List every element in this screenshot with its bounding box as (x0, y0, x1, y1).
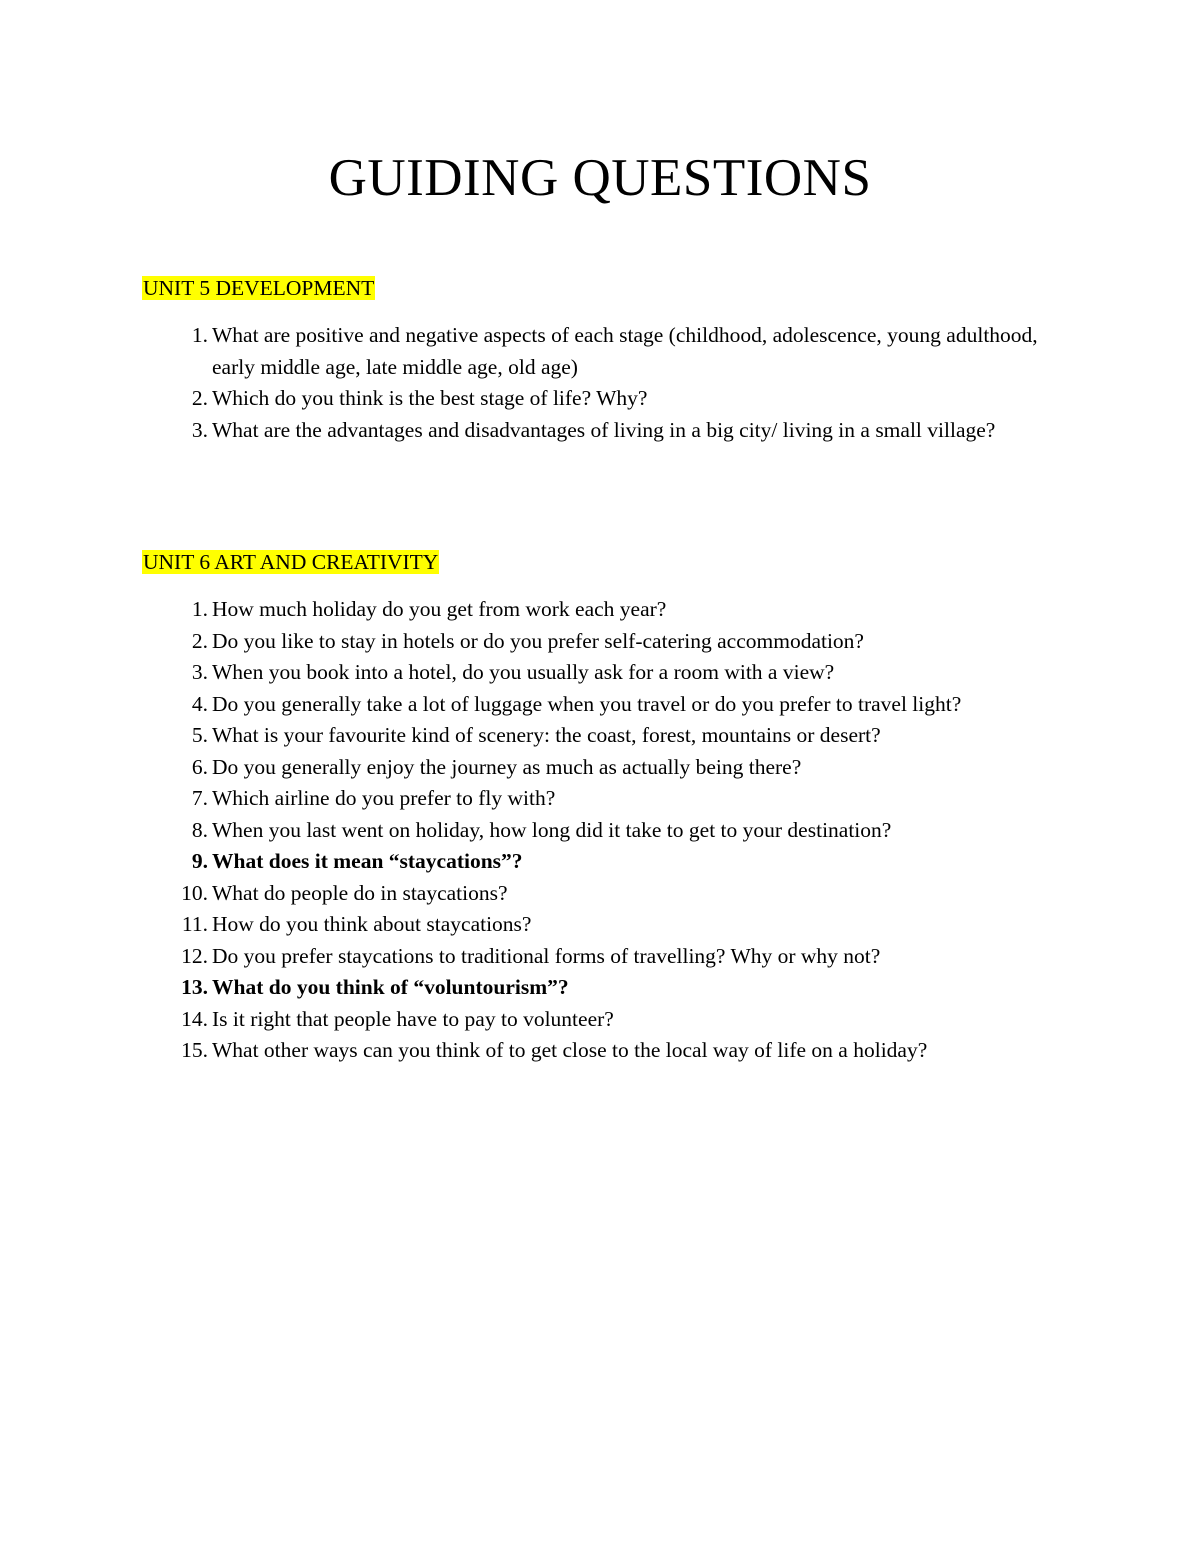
list-item-number: 2. (191, 628, 208, 653)
list-item-number: 13. (181, 975, 208, 999)
list-item-number: 14. (181, 1006, 208, 1031)
list-item-text: Do you like to stay in hotels or do you prefer self-catering accommodation? (212, 628, 864, 653)
list-item-number: 11. (181, 912, 208, 936)
list-item-number: 10. (181, 880, 208, 905)
list-item-number: 12. (181, 943, 208, 968)
list-item (142, 972, 1082, 1004)
list-item (142, 1035, 1082, 1067)
section-heading-text: UNIT 6 ART AND CREATIVITY (143, 550, 439, 574)
list-item (142, 1004, 1082, 1036)
list-item-text: What are the advantages and disadvantages of living in a big city/ living in a small village? (212, 417, 996, 442)
list-item-text: Which airline do you prefer to fly with? (212, 786, 556, 810)
list-item (142, 415, 1082, 447)
list-item-text: What other ways can you think of to get close to the local way of life on a holiday? (212, 1038, 928, 1062)
list-item-text: How do you think about staycations? (212, 912, 532, 936)
list-item-text: What does it mean “staycations”? (212, 849, 523, 873)
list-item-text: Do you prefer staycations to traditional forms of travelling? Why or why not? (212, 943, 881, 968)
list-item (142, 383, 1082, 415)
list-item (142, 878, 1082, 910)
list-item (142, 720, 1082, 752)
question-list-unit-5 (142, 320, 1082, 446)
list-item (142, 657, 1082, 689)
list-item-number: 7. (191, 786, 208, 810)
list-item (142, 320, 1082, 383)
list-item-text: Which do you think is the best stage of life? Why? (212, 386, 648, 410)
list-item (142, 941, 1082, 973)
list-item-text: Is it right that people have to pay to volunteer? (212, 1006, 614, 1031)
list-item (142, 626, 1082, 658)
list-item-number: 9. (191, 849, 208, 873)
question-list-unit-6 (142, 594, 1082, 1067)
list-item-text: When you book into a hotel, do you usually ask for a room with a view? (212, 660, 835, 684)
list-item-number: 8. (191, 817, 208, 842)
list-item-number: 1. (191, 597, 208, 621)
list-item-number: 4. (191, 691, 208, 716)
list-item-number: 6. (191, 754, 208, 779)
list-item-text: What do you think of “voluntourism”? (212, 975, 569, 999)
list-item-text: Do you generally take a lot of luggage when you travel or do you prefer to travel light? (212, 691, 962, 716)
section-heading-text: UNIT 5 DEVELOPMENT (143, 276, 375, 300)
list-item (142, 846, 1082, 878)
section-heading-unit-6 (142, 547, 439, 577)
page-title: GUIDING QUESTIONS (328, 149, 872, 207)
list-item-number: 1. (191, 323, 208, 347)
list-item (142, 815, 1082, 847)
list-item-number: 15. (181, 1038, 208, 1062)
list-item-text: When you last went on holiday, how long did it take to get to your destination? (212, 817, 892, 842)
list-item-text: What is your favourite kind of scenery: the coast, forest, mountains or desert? (212, 723, 881, 747)
list-item-text: What do people do in staycations? (212, 880, 508, 905)
list-item (142, 752, 1082, 784)
list-item (142, 909, 1082, 941)
list-item-number: 5. (191, 723, 208, 747)
list-item (142, 689, 1082, 721)
list-item-number: 3. (191, 660, 208, 684)
section-heading-unit-5 (142, 273, 375, 303)
list-item-text: What are positive and negative aspects of each stage (childhood, adolescence, young adulthood, early middle age, late middle age, old age) (212, 323, 1038, 379)
list-item (142, 594, 1082, 626)
list-item-text: How much holiday do you get from work each year? (212, 597, 667, 621)
list-item (142, 783, 1082, 815)
list-item-text: Do you generally enjoy the journey as much as actually being there? (212, 754, 802, 779)
list-item-number: 3. (191, 417, 208, 442)
list-item-number: 2. (191, 386, 208, 410)
